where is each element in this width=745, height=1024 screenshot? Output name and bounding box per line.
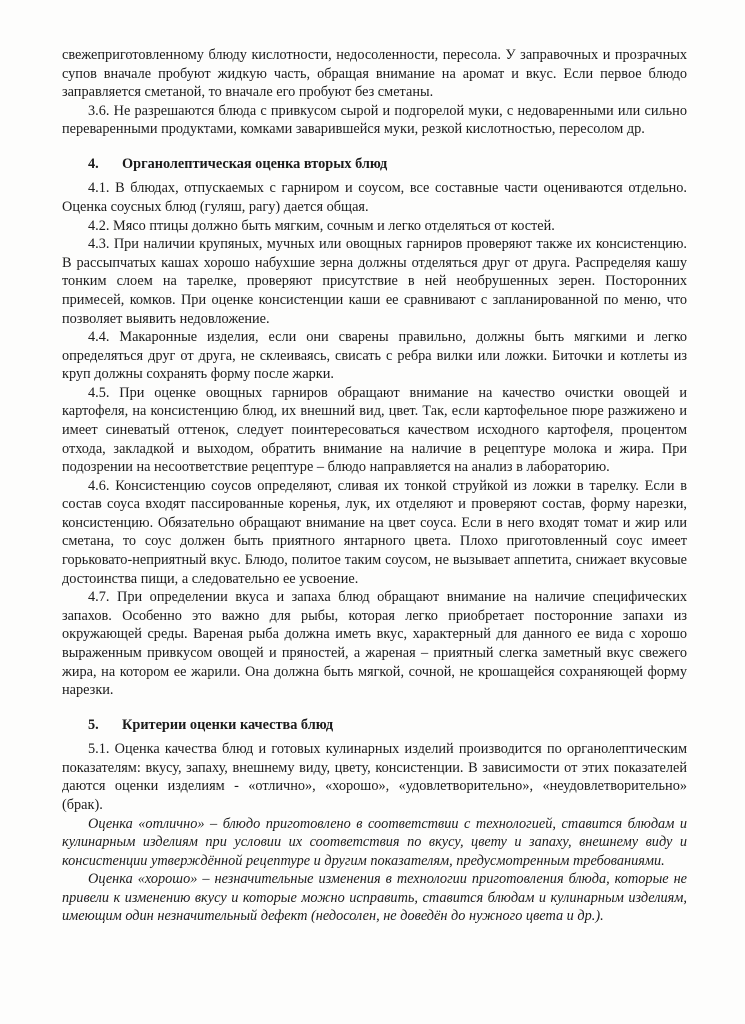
paragraph-4-5: 4.5. При оценке овощных гарниров обращают внимание на качество очистки овощей и картофеля, на консистенцию блюд, их внешний вид, цвет. Так, если картофельное пюре разжижено и имеет синеватый оттенок, следует поинтересоваться качеством исходного картофеля, процентом отхода, закладкой и выходом, обратить внимание на наличие в рецептуре молока и жира. При подозрении на несоответствие рецептуре – блюдо направляется на анализ в лабораторию.: [62, 384, 687, 476]
rating-text-good: – незначительные изменения в технологии приготовления блюда, которые не привели к изменению вкусу и которые можно исправить, ставится блюдам и кулинарным изделиям, имеющим один незначительный дефект (недосолен, не доведён до нужного цвета и др.).: [62, 871, 688, 925]
paragraph-4-7: 4.7. При определении вкуса и запаха блюд обращают внимание на наличие специфических запахов. Особенно это важно для рыбы, которая легко приобретает посторонние запахи из окружающей среды. Вареная рыба должна иметь вкус, характерный для данного ее вида с хорошо выраженным привкусом овощей и пряностей, а жареная – приятный слегка заметный вкус свежего жира, на котором ее жарили. Она должна быть мягкой, сочной, не крошащейся сохраняющей форму нарезки.: [62, 589, 687, 699]
section-heading-5: [62, 716, 687, 735]
paragraph-3-6: 3.6. Не разрешаются блюда с привкусом сырой и подгорелой муки, с недоваренными или сильно переваренными продуктами, комками заварившейся муки, резкой кислотностью, пересолом др.: [62, 102, 687, 138]
rating-label-excellent: Оценка «отлично»: [88, 815, 205, 832]
paragraph-4-2: 4.2. Мясо птицы должно быть мягким, сочным и легко отделяться от костей.: [88, 217, 555, 234]
paragraph-rating-good: [62, 870, 687, 926]
section-number-5: 5.: [88, 716, 99, 733]
paragraph-5-1: 5.1. Оценка качества блюд и готовых кулинарных изделий производится по органолептическим показателям: вкусу, запаху, внешнему виду, цвету, консистенции. В зависимости от этих показателей даются оценки изделиям - «отлично», «хорошо», «удовлетворительно», «неудовлетворительно» (брак).: [62, 741, 687, 813]
paragraph-4-3: 4.3. При наличии крупяных, мучных или овощных гарниров проверяют также их консистенцию. В рассыпчатых кашах хорошо набухшие зерна должны отделяться друг от друга. Распределяя кашу тонким слоем на тарелке, проверяют присутствие в ней необрушенных зерен. Посторонних примесей, комков. При оценке консистенции каши ее сравнивают с запланированной по меню, что позволяет выявить недовложение.: [62, 236, 687, 327]
section-heading-4: [62, 155, 687, 174]
rating-label-good: Оценка «хорошо»: [88, 871, 198, 888]
section-4-body: [62, 179, 687, 699]
paragraph-4-4: 4.4. Макаронные изделия, если они сварены правильно, должны быть мягкими и легко определяться друг от друга, не склеиваясь, свисать с ребра вилки или ложки. Биточки и котлеты из круп должны сохранять форму после жарки.: [62, 329, 687, 383]
rating-text-excellent: – блюдо приготовлено в соответствии с технологией, ставится блюдам и кулинарным изделиям при условии их соответствия по вкусу, цвету и запаху, внешнему виду и консистенции утверждённой рецептуре и другим показателям, предусмотренным требованиями.: [62, 815, 687, 869]
paragraph-rating-excellent: [62, 815, 687, 871]
section-number-4: 4.: [88, 155, 99, 172]
section-title-4: Органолептическая оценка вторых блюд: [122, 155, 388, 172]
paragraph-continuation: свежеприготовленному блюду кислотности, недосоленности, пересола. У заправочных и прозрачных супов вначале пробуют жидкую часть, обращая внимание на аромат и вкус. Если первое блюдо заправляется сметаной, то вначале его пробуют без сметаны.: [62, 47, 687, 101]
document-body: [62, 46, 687, 926]
section-title-5: Критерии оценки качества блюд: [122, 716, 334, 733]
section-5-body: [62, 740, 687, 926]
paragraph-4-6: 4.6. Консистенцию соусов определяют, сливая их тонкой струйкой из ложки в тарелку. Если в состав соуса входят пассированные коренья, лук, их отделяют и проверяют состав, форму нарезки, консистенцию. Обязательно обращают внимание на цвет соуса. Если в него входят томат и жир или сметана, то соус должен быть приятного янтарного цвета. Плохо приготовленный соус имеет горьковато-неприятный вкус. Блюдо, политое таким соусом, не вызывает аппетита, снижает вкусовые достоинства пищи, а следовательно ее усвоение.: [62, 477, 687, 587]
top-paragraph-block: [62, 46, 687, 139]
paragraph-4-1: 4.1. В блюдах, отпускаемых с гарниром и соусом, все составные части оцениваются отдельно. Оценка соусных блюд (гуляш, рагу) дается общая.: [62, 180, 687, 216]
